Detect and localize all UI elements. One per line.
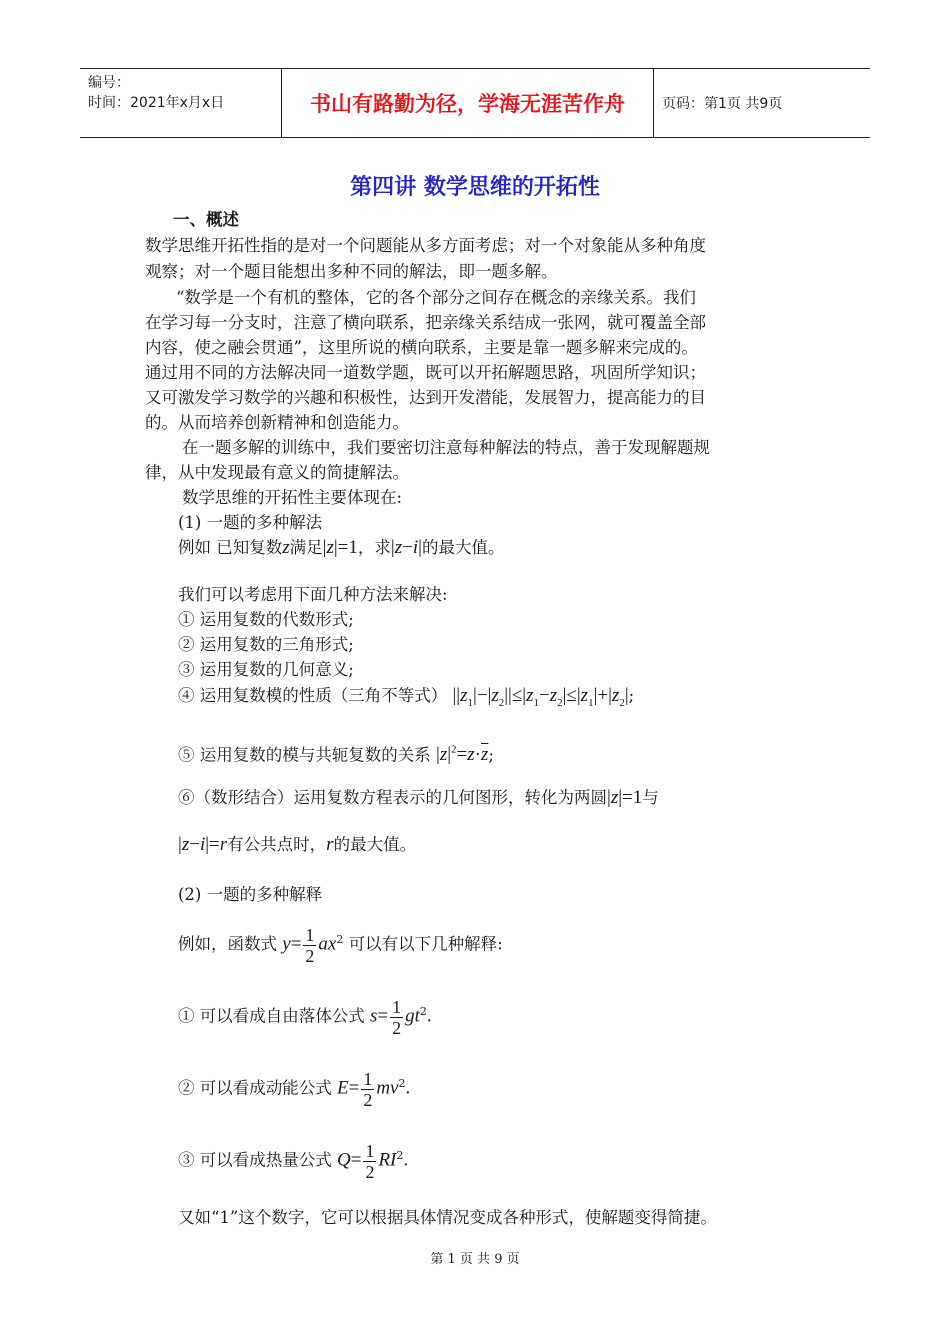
subsection-heading: (2) 一题的多种解释 bbox=[178, 885, 323, 904]
paragraph-line: 的。从而培养创新精神和创造能力。 bbox=[145, 413, 409, 432]
text: ④ 运用复数模的性质（三角不等式） bbox=[178, 686, 448, 705]
paragraph-line: 在学习每一分支时，注意了横向联系，把亲缘关系结成一张网，就可覆盖全部 bbox=[145, 313, 706, 332]
paragraph-line: 又可激发学习数学的兴趣和积极性，达到开发潜能，发展智力，提高能力的目 bbox=[145, 388, 706, 407]
list-item: ② 可以看成动能公式 E= $\frac{1}{2}$ $mv^2$. bbox=[178, 1068, 411, 1110]
math-formula: |z−i| bbox=[390, 537, 422, 558]
text: ，求 bbox=[357, 538, 391, 557]
paragraph-line: “数学是一个有机的整体，它的各个部分之间存在概念的亲缘关系。我们 bbox=[176, 288, 696, 307]
text: ⑥（数形结合）运用复数方程表示的几何图形，转化为两圆 bbox=[178, 788, 607, 807]
text: 的最大值。 bbox=[421, 538, 505, 557]
text: 例如 已知复数 bbox=[178, 538, 283, 557]
fraction: $\frac{1}{2}$ bbox=[365, 1140, 375, 1182]
text: 满足 bbox=[289, 538, 323, 557]
fraction: $\frac{1}{2}$ bbox=[392, 996, 402, 1038]
list-item: ① 可以看成自由落体公式 s= $\frac{1}{2}$ $gt^2$. bbox=[178, 996, 432, 1038]
math-formula: $|z|^2=z\cdot\overline{z}$ bbox=[436, 744, 489, 766]
math-formula: |z−i|=r bbox=[178, 834, 228, 855]
list-item: ① 运用复数的代数形式; bbox=[178, 610, 354, 629]
list-item: ③ 运用复数的几何意义; bbox=[178, 660, 354, 679]
text: ③ 可以看成热量公式 bbox=[178, 1150, 332, 1170]
paragraph-line: 律，从中发现最有意义的简捷解法。 bbox=[145, 463, 409, 482]
page-header bbox=[80, 68, 870, 138]
code-label: 编号： bbox=[88, 75, 130, 91]
document-title: 第四讲 数学思维的开拓性 bbox=[350, 175, 600, 200]
math-formula: y bbox=[282, 933, 291, 955]
example-line bbox=[178, 536, 504, 560]
paragraph-line: 内容，使之融会贯通”，这里所说的横向联系，主要是靠一题多解来完成的。 bbox=[145, 338, 698, 357]
math-formula: s bbox=[370, 1005, 378, 1027]
math-formula: |z|=1 bbox=[607, 787, 643, 808]
subsection-heading: (1) 一题的多种解法 bbox=[178, 513, 323, 532]
fraction: $\frac{1}{2}$ bbox=[363, 1068, 373, 1110]
text: 与 bbox=[642, 788, 659, 807]
paragraph-line: 通过用不同的方法解决同一道数学题，既可以开拓解题思路，巩固所学知识； bbox=[145, 363, 706, 382]
text: 可以有以下几种解释: bbox=[348, 934, 503, 954]
list-item: ③ 可以看成热量公式 Q= $\frac{1}{2}$ $RI^2$. bbox=[178, 1140, 409, 1182]
header-meta bbox=[80, 69, 282, 137]
page-footer: 第 1 页 共 9 页 bbox=[430, 1252, 520, 1267]
list-item-continued bbox=[178, 833, 416, 857]
paragraph-line: 数学思维的开拓性主要体现在: bbox=[182, 488, 403, 507]
math-formula: r bbox=[326, 834, 334, 855]
text: ① 可以看成自由落体公式 bbox=[178, 1006, 365, 1026]
paragraph-line: 观察；对一个题目能想出多种不同的解法，即一题多解。 bbox=[145, 262, 558, 281]
math-formula: E bbox=[337, 1077, 349, 1099]
date-label: 时间：2021年x月x日 bbox=[88, 95, 225, 111]
list-item bbox=[178, 684, 634, 715]
text: 的最大值。 bbox=[333, 835, 417, 854]
list-item bbox=[178, 738, 494, 767]
text: 有公共点时， bbox=[227, 835, 327, 854]
paragraph-line: 我们可以考虑用下面几种方法来解决: bbox=[178, 585, 448, 604]
math-formula: Q bbox=[337, 1149, 351, 1171]
list-item bbox=[178, 786, 659, 810]
paragraph-line: 又如“1”这个数字，它可以根据具体情况变成各种形式，使解题变得简捷。 bbox=[178, 1208, 717, 1227]
section-heading: 一、概述 bbox=[173, 210, 239, 229]
text: ② 可以看成动能公式 bbox=[178, 1078, 332, 1098]
text: ; bbox=[488, 745, 494, 765]
math-formula: |z|=1 bbox=[322, 537, 358, 558]
text: ; bbox=[628, 686, 635, 705]
math-formula: $||z_1|-|z_2||\le|z_1-z_2|\le|z_1|+|z_2|$ bbox=[452, 685, 629, 709]
text: ⑤ 运用复数的模与共轭复数的关系 bbox=[178, 745, 431, 765]
fraction: $\frac{1}{2}$ bbox=[305, 924, 315, 966]
text: 例如，函数式 bbox=[178, 934, 277, 954]
paragraph-line: 在一题多解的训练中，我们要密切注意每种解法的特点，善于发现解题规 bbox=[182, 438, 710, 457]
list-item: ② 运用复数的三角形式; bbox=[178, 635, 354, 654]
header-motto: 书山有路勤为径，学海无涯苦作舟 bbox=[282, 69, 654, 137]
math-formula: z bbox=[282, 537, 290, 558]
example-line: 例如，函数式 y= $\frac{1}{2}$ $ax^2$ 可以有以下几种解释: bbox=[178, 924, 503, 966]
header-page-label: 页码：第1页 共9页 bbox=[662, 96, 783, 112]
paragraph-line: 数学思维开拓性指的是对一个问题能从多方面考虑；对一个对象能从多种角度 bbox=[145, 236, 706, 255]
